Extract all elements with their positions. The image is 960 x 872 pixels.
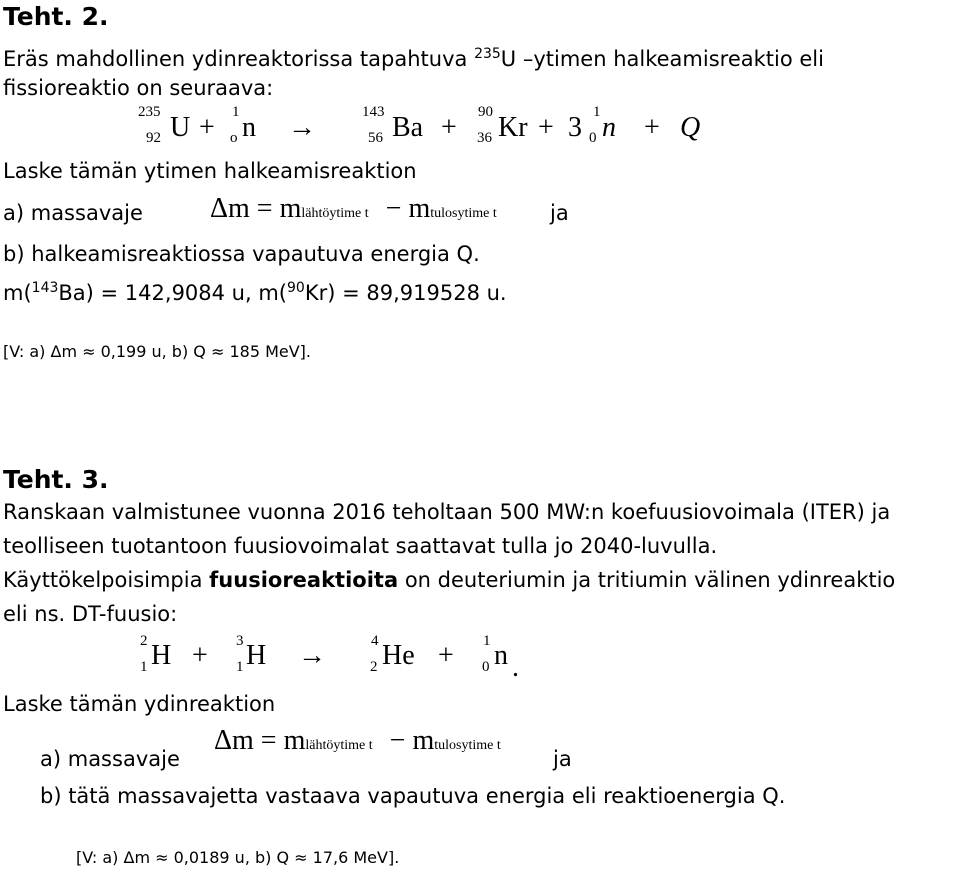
minus-sign: − bbox=[389, 725, 406, 756]
given-masses-text1: m( bbox=[3, 281, 32, 305]
energy-q-symbol: Q bbox=[680, 112, 701, 143]
task3-answer: [V: a) Δm ≈ 0,0189 u, b) Q ≈ 17,6 MeV]. bbox=[76, 848, 400, 867]
u-mass-number: 235 bbox=[138, 104, 161, 120]
task2-mass-defect-formula bbox=[210, 193, 497, 225]
neutron-atomic-number: 0 bbox=[482, 659, 490, 675]
neutron-symbol: n bbox=[494, 640, 508, 671]
fission-equation bbox=[0, 104, 960, 152]
task2-part-a-end: ja bbox=[550, 201, 569, 225]
helium-atomic-number: 2 bbox=[370, 659, 378, 675]
fusion-equation bbox=[0, 633, 960, 683]
ba-mass-number: 143 bbox=[362, 104, 385, 120]
plus-sign: + bbox=[192, 640, 208, 671]
u-atomic-number: 92 bbox=[146, 130, 161, 146]
task2-intro-line2: fissioreaktio on seuraava: bbox=[3, 76, 274, 100]
equals-sign: = bbox=[260, 725, 277, 756]
task3-line3-text1: Käyttökelpoisimpia bbox=[3, 568, 203, 592]
given-masses-text3: Kr) = 89,919528 u. bbox=[304, 281, 507, 305]
neutron-mass-number: 1 bbox=[232, 104, 240, 120]
tritium-mass-number: 3 bbox=[236, 633, 244, 649]
task2-part-a-label: a) massavaje bbox=[3, 201, 143, 225]
minus-sign: − bbox=[385, 193, 402, 224]
task2-intro-text2: U –ytimen halkeamisreaktio eli bbox=[500, 47, 824, 71]
mass-symbol: m bbox=[412, 725, 435, 756]
task2-part-b: b) halkeamisreaktiossa vapautuva energia Q. bbox=[3, 242, 480, 266]
task2-instruction: Laske tämän ytimen halkeamisreaktion bbox=[3, 159, 417, 183]
neutron-mass-number: 1 bbox=[483, 633, 491, 649]
task3-paragraph-line1: Ranskaan valmistunee vuonna 2016 teholtaan 500 MW:n koefuusiovoimala (ITER) ja bbox=[3, 500, 891, 524]
ba-mass-number-label: 143 bbox=[31, 280, 59, 296]
neutron-atomic-number: o bbox=[230, 130, 238, 146]
delta-m-symbol: Δm bbox=[214, 725, 254, 756]
task2-intro-mass-number: 235 bbox=[474, 46, 501, 62]
arrow-icon: → bbox=[298, 640, 326, 671]
neutron-coefficient: 3 bbox=[568, 112, 582, 143]
plus-sign: + bbox=[199, 112, 215, 143]
task3-part-a-end: ja bbox=[553, 747, 572, 771]
delta-m-symbol: Δm bbox=[210, 193, 250, 224]
deuterium-atomic-number: 1 bbox=[140, 659, 148, 675]
kr-mass-number-label: 90 bbox=[287, 280, 305, 296]
task3-heading: Teht. 3. bbox=[3, 465, 109, 494]
task3-paragraph-line2: teolliseen tuotantoon fuusiovoimalat saattavat tulla jo 2040-luvulla. bbox=[3, 534, 718, 558]
product-nuclei-subscript: tulosytime t bbox=[434, 738, 501, 753]
kr-atomic-number: 36 bbox=[477, 130, 492, 146]
tritium-atomic-number: 1 bbox=[236, 659, 244, 675]
helium-mass-number: 4 bbox=[371, 633, 379, 649]
mass-symbol: m bbox=[279, 193, 302, 224]
deuterium-mass-number: 2 bbox=[140, 633, 148, 649]
neutron2-symbol: n bbox=[602, 112, 616, 143]
task2-given-masses bbox=[3, 276, 507, 305]
neutron2-mass-number: 1 bbox=[593, 104, 601, 120]
kr-mass-number: 90 bbox=[478, 104, 493, 120]
tritium-symbol: H bbox=[246, 640, 267, 671]
initial-nuclei-subscript: lähtöytime t bbox=[305, 738, 373, 753]
mass-symbol: m bbox=[408, 193, 431, 224]
task3-mass-defect-formula bbox=[214, 725, 501, 757]
equals-sign: = bbox=[256, 193, 273, 224]
equation-period: . bbox=[512, 652, 519, 683]
product-nuclei-subscript: tulosytime t bbox=[430, 206, 497, 221]
plus-sign: + bbox=[644, 112, 660, 143]
helium-symbol: He bbox=[382, 640, 415, 671]
task2-heading: Teht. 2. bbox=[3, 2, 109, 31]
task3-paragraph-line4: eli ns. DT-fuusio: bbox=[3, 602, 178, 626]
task3-instruction: Laske tämän ydinreaktion bbox=[3, 692, 276, 716]
given-masses-text2: Ba) = 142,9084 u, m( bbox=[58, 281, 287, 305]
task3-line3-text2: on deuteriumin ja tritiumin välinen ydinreaktio bbox=[404, 568, 896, 592]
ba-atomic-number: 56 bbox=[368, 130, 383, 146]
neutron-symbol: n bbox=[242, 112, 256, 143]
plus-sign: + bbox=[538, 112, 554, 143]
arrow-icon: → bbox=[288, 112, 316, 143]
task3-fusion-reactions-bold: fuusioreaktioita bbox=[209, 568, 399, 592]
plus-sign: + bbox=[441, 112, 457, 143]
ba-symbol: Ba bbox=[392, 112, 424, 143]
initial-nuclei-subscript: lähtöytime t bbox=[301, 206, 369, 221]
kr-symbol: Kr bbox=[498, 112, 528, 143]
task3-part-b: b) tätä massavajetta vastaava vapautuva energia eli reaktioenergia Q. bbox=[40, 784, 786, 808]
task3-paragraph-line3 bbox=[3, 568, 895, 592]
mass-symbol: m bbox=[283, 725, 306, 756]
task3-part-a-label: a) massavaje bbox=[40, 747, 180, 771]
neutron2-atomic-number: 0 bbox=[589, 130, 597, 146]
deuterium-symbol: H bbox=[151, 640, 172, 671]
task2-intro-text1: Eräs mahdollinen ydinreaktorissa tapahtuva bbox=[3, 47, 468, 71]
task2-answer: [V: a) Δm ≈ 0,199 u, b) Q ≈ 185 MeV]. bbox=[3, 342, 312, 361]
task2-intro-line1 bbox=[3, 42, 824, 71]
u-symbol: U bbox=[170, 112, 191, 143]
plus-sign: + bbox=[438, 640, 454, 671]
